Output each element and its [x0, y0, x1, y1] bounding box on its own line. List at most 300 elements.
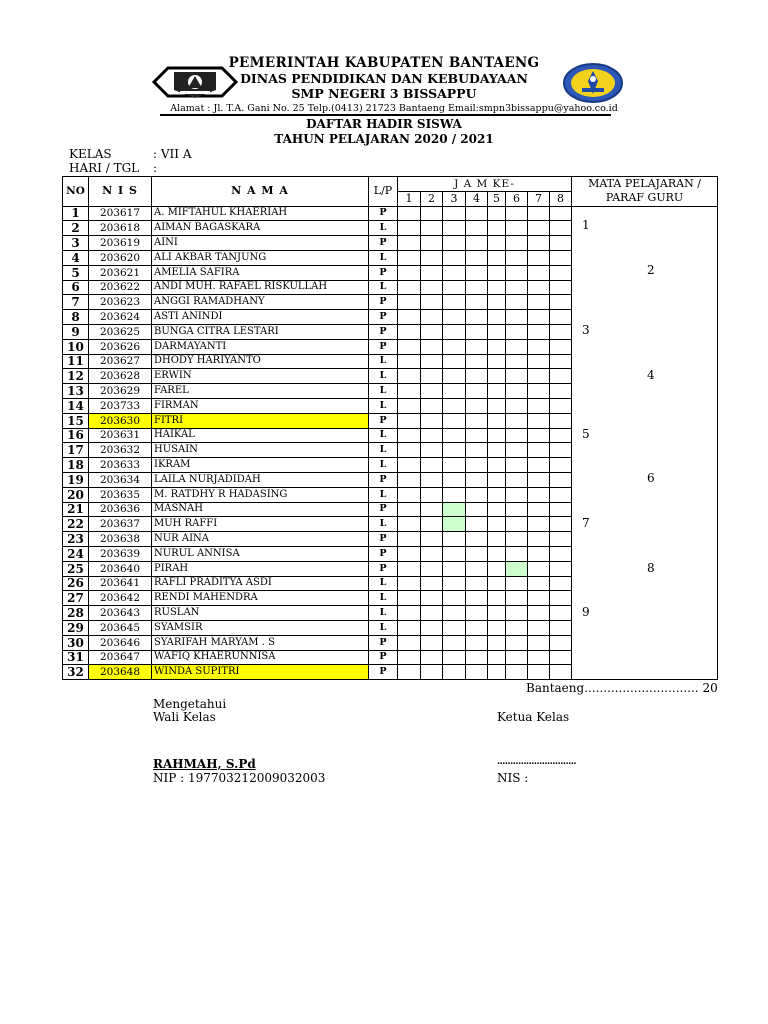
- attendance-cell-jam-5: [488, 443, 506, 458]
- student-name: FAREL: [152, 384, 369, 399]
- attendance-cell-jam-3: [443, 546, 466, 561]
- attendance-cell-jam-4: [466, 532, 488, 547]
- ketua-kelas-label: Ketua Kelas: [497, 710, 570, 724]
- student-sex: P: [369, 324, 398, 339]
- mapel-number-3: 3: [582, 323, 590, 337]
- attendance-cell-jam-7: [528, 310, 550, 325]
- attendance-cell-jam-1: [398, 606, 421, 621]
- attendance-cell-jam-7: [528, 354, 550, 369]
- attendance-cell-jam-3: [443, 591, 466, 606]
- student-sex: P: [369, 206, 398, 221]
- attendance-cell-jam-4: [466, 354, 488, 369]
- row-number: 7: [63, 295, 89, 310]
- row-number: 30: [63, 635, 89, 650]
- attendance-cell-jam-4: [466, 221, 488, 236]
- mapel-paraf-area: [572, 206, 718, 680]
- attendance-cell-jam-3: [443, 413, 466, 428]
- student-sex: P: [369, 295, 398, 310]
- attendance-cell-jam-6: [506, 472, 528, 487]
- attendance-cell-jam-1: [398, 487, 421, 502]
- row-number: 17: [63, 443, 89, 458]
- attendance-cell-jam-7: [528, 413, 550, 428]
- student-name: IKRAM: [152, 458, 369, 473]
- student-sex: P: [369, 635, 398, 650]
- student-sex: L: [369, 591, 398, 606]
- student-nis: 203637: [89, 517, 152, 532]
- attendance-cell-jam-3: [443, 250, 466, 265]
- row-number: 27: [63, 591, 89, 606]
- attendance-cell-jam-3: [443, 576, 466, 591]
- attendance-cell-jam-2: [421, 369, 443, 384]
- attendance-cell-jam-8: [550, 354, 572, 369]
- letterhead-government: PEMERINTAH KABUPATEN BANTAENG: [228, 55, 540, 71]
- attendance-cell-jam-6: [506, 502, 528, 517]
- student-nis: 203618: [89, 221, 152, 236]
- attendance-cell-jam-8: [550, 502, 572, 517]
- student-name: DHODY HARIYANTO: [152, 354, 369, 369]
- attendance-cell-jam-1: [398, 472, 421, 487]
- attendance-cell-jam-3: [443, 502, 466, 517]
- attendance-cell-jam-3: [443, 265, 466, 280]
- attendance-cell-jam-2: [421, 413, 443, 428]
- student-nis: 203629: [89, 384, 152, 399]
- attendance-cell-jam-2: [421, 310, 443, 325]
- attendance-cell-jam-7: [528, 398, 550, 413]
- attendance-cell-jam-3: [443, 561, 466, 576]
- header-nama: N A M A: [152, 177, 369, 207]
- attendance-cell-jam-2: [421, 398, 443, 413]
- mapel-number-2: 2: [647, 263, 655, 277]
- attendance-cell-jam-5: [488, 398, 506, 413]
- attendance-cell-jam-4: [466, 576, 488, 591]
- attendance-cell-jam-8: [550, 443, 572, 458]
- school-year: TAHUN PELAJARAN 2020 / 2021: [274, 132, 494, 146]
- student-nis: 203636: [89, 502, 152, 517]
- attendance-cell-jam-7: [528, 206, 550, 221]
- attendance-cell-jam-8: [550, 250, 572, 265]
- attendance-cell-jam-2: [421, 487, 443, 502]
- attendance-cell-jam-2: [421, 532, 443, 547]
- row-number: 16: [63, 428, 89, 443]
- attendance-cell-jam-8: [550, 472, 572, 487]
- attendance-cell-jam-7: [528, 265, 550, 280]
- row-number: 21: [63, 502, 89, 517]
- row-number: 18: [63, 458, 89, 473]
- student-sex: P: [369, 561, 398, 576]
- student-name: DARMAYANTI: [152, 339, 369, 354]
- attendance-cell-jam-3: [443, 635, 466, 650]
- attendance-cell-jam-7: [528, 606, 550, 621]
- student-sex: L: [369, 517, 398, 532]
- row-number: 4: [63, 250, 89, 265]
- attendance-cell-jam-2: [421, 443, 443, 458]
- row-number: 31: [63, 650, 89, 665]
- attendance-cell-jam-8: [550, 665, 572, 680]
- attendance-cell-jam-6: [506, 413, 528, 428]
- student-name: SYARIFAH MARYAM . S: [152, 635, 369, 650]
- attendance-cell-jam-2: [421, 576, 443, 591]
- student-name: WAFIQ KHAERUNNISA: [152, 650, 369, 665]
- attendance-cell-jam-6: [506, 517, 528, 532]
- attendance-cell-jam-4: [466, 413, 488, 428]
- attendance-cell-jam-8: [550, 561, 572, 576]
- attendance-cell-jam-7: [528, 620, 550, 635]
- student-sex: P: [369, 265, 398, 280]
- student-nis: 203627: [89, 354, 152, 369]
- student-sex: P: [369, 532, 398, 547]
- attendance-cell-jam-7: [528, 280, 550, 295]
- header-mapel-line1: MATA PELAJARAN /: [588, 177, 701, 191]
- attendance-cell-jam-8: [550, 280, 572, 295]
- row-number: 11: [63, 354, 89, 369]
- attendance-cell-jam-8: [550, 487, 572, 502]
- attendance-cell-jam-6: [506, 236, 528, 251]
- wali-kelas-label: Wali Kelas: [153, 710, 216, 724]
- attendance-cell-jam-2: [421, 280, 443, 295]
- attendance-cell-jam-4: [466, 398, 488, 413]
- attendance-cell-jam-5: [488, 250, 506, 265]
- student-name: M. RATDHY R HADASING: [152, 487, 369, 502]
- attendance-cell-jam-5: [488, 502, 506, 517]
- attendance-cell-jam-6: [506, 280, 528, 295]
- attendance-cell-jam-3: [443, 472, 466, 487]
- attendance-cell-jam-2: [421, 546, 443, 561]
- student-name: NURUL ANNISA: [152, 546, 369, 561]
- attendance-cell-jam-1: [398, 532, 421, 547]
- attendance-cell-jam-6: [506, 576, 528, 591]
- student-nis: 203624: [89, 310, 152, 325]
- attendance-cell-jam-8: [550, 650, 572, 665]
- attendance-cell-jam-6: [506, 458, 528, 473]
- student-nis: 203639: [89, 546, 152, 561]
- student-name: ANDI MUH. RAFAEL RISKULLAH: [152, 280, 369, 295]
- student-nis: 203619: [89, 236, 152, 251]
- student-sex: L: [369, 384, 398, 399]
- student-nis: 203630: [89, 413, 152, 428]
- attendance-cell-jam-2: [421, 354, 443, 369]
- attendance-cell-jam-3: [443, 443, 466, 458]
- attendance-cell-jam-7: [528, 295, 550, 310]
- student-name: BUNGA CITRA LESTARI: [152, 324, 369, 339]
- attendance-cell-jam-8: [550, 369, 572, 384]
- student-name: RENDI MAHENDRA: [152, 591, 369, 606]
- attendance-cell-jam-2: [421, 221, 443, 236]
- student-nis: 203640: [89, 561, 152, 576]
- attendance-cell-jam-7: [528, 561, 550, 576]
- attendance-cell-jam-1: [398, 236, 421, 251]
- header-mapel: [572, 177, 718, 207]
- attendance-cell-jam-1: [398, 324, 421, 339]
- attendance-cell-jam-3: [443, 280, 466, 295]
- row-number: 8: [63, 310, 89, 325]
- attendance-cell-jam-3: [443, 369, 466, 384]
- attendance-cell-jam-8: [550, 310, 572, 325]
- attendance-cell-jam-6: [506, 398, 528, 413]
- student-sex: P: [369, 472, 398, 487]
- attendance-cell-jam-4: [466, 206, 488, 221]
- attendance-cell-jam-2: [421, 650, 443, 665]
- attendance-cell-jam-2: [421, 324, 443, 339]
- jam-number-3: 3: [443, 191, 466, 206]
- student-name: MASNAH: [152, 502, 369, 517]
- attendance-cell-jam-4: [466, 265, 488, 280]
- student-name: ERWIN: [152, 369, 369, 384]
- mapel-number-7: 7: [582, 516, 590, 530]
- row-number: 14: [63, 398, 89, 413]
- student-name: AIMAN BAGASKARA: [152, 221, 369, 236]
- attendance-cell-jam-2: [421, 206, 443, 221]
- attendance-cell-jam-1: [398, 458, 421, 473]
- attendance-cell-jam-5: [488, 517, 506, 532]
- row-number: 2: [63, 221, 89, 236]
- attendance-cell-jam-5: [488, 295, 506, 310]
- attendance-cell-jam-6: [506, 635, 528, 650]
- attendance-cell-jam-1: [398, 517, 421, 532]
- header-lp: L/P: [369, 177, 398, 207]
- attendance-cell-jam-5: [488, 591, 506, 606]
- attendance-cell-jam-1: [398, 295, 421, 310]
- attendance-cell-jam-4: [466, 620, 488, 635]
- attendance-cell-jam-4: [466, 384, 488, 399]
- attendance-cell-jam-1: [398, 250, 421, 265]
- student-sex: L: [369, 428, 398, 443]
- attendance-cell-jam-3: [443, 206, 466, 221]
- student-sex: P: [369, 546, 398, 561]
- attendance-table: [62, 176, 718, 680]
- student-nis: 203641: [89, 576, 152, 591]
- attendance-cell-jam-1: [398, 413, 421, 428]
- attendance-cell-jam-5: [488, 324, 506, 339]
- wali-kelas-nip: NIP : 197703212009032003: [153, 771, 326, 785]
- attendance-cell-jam-5: [488, 458, 506, 473]
- student-nis: 203643: [89, 606, 152, 621]
- student-sex: P: [369, 413, 398, 428]
- attendance-cell-jam-7: [528, 665, 550, 680]
- student-nis: 203622: [89, 280, 152, 295]
- attendance-cell-jam-7: [528, 502, 550, 517]
- attendance-cell-jam-7: [528, 369, 550, 384]
- attendance-cell-jam-7: [528, 650, 550, 665]
- attendance-cell-jam-7: [528, 221, 550, 236]
- mapel-number-9: 9: [582, 605, 590, 619]
- student-name: ASTI ANINDI: [152, 310, 369, 325]
- student-sex: L: [369, 487, 398, 502]
- student-nis: 203621: [89, 265, 152, 280]
- jam-number-7: 7: [528, 191, 550, 206]
- attendance-cell-jam-4: [466, 428, 488, 443]
- attendance-cell-jam-6: [506, 324, 528, 339]
- attendance-cell-jam-3: [443, 384, 466, 399]
- attendance-cell-jam-1: [398, 206, 421, 221]
- attendance-cell-jam-3: [443, 487, 466, 502]
- attendance-cell-jam-8: [550, 221, 572, 236]
- attendance-cell-jam-7: [528, 428, 550, 443]
- row-number: 29: [63, 620, 89, 635]
- wali-kelas-name: RAHMAH, S.Pd: [153, 757, 256, 771]
- attendance-cell-jam-6: [506, 532, 528, 547]
- student-name: AMELIA SAFIRA: [152, 265, 369, 280]
- attendance-cell-jam-4: [466, 472, 488, 487]
- student-nis: 203628: [89, 369, 152, 384]
- attendance-cell-jam-6: [506, 250, 528, 265]
- attendance-cell-jam-1: [398, 369, 421, 384]
- row-number: 24: [63, 546, 89, 561]
- attendance-cell-jam-4: [466, 591, 488, 606]
- attendance-cell-jam-4: [466, 546, 488, 561]
- attendance-cell-jam-7: [528, 443, 550, 458]
- student-sex: L: [369, 221, 398, 236]
- mapel-number-8: 8: [647, 561, 655, 575]
- student-name: NUR AINA: [152, 532, 369, 547]
- attendance-cell-jam-6: [506, 384, 528, 399]
- attendance-cell-jam-8: [550, 517, 572, 532]
- student-sex: L: [369, 458, 398, 473]
- attendance-cell-jam-1: [398, 561, 421, 576]
- attendance-cell-jam-6: [506, 428, 528, 443]
- jam-number-1: 1: [398, 191, 421, 206]
- attendance-cell-jam-8: [550, 265, 572, 280]
- row-number: 12: [63, 369, 89, 384]
- table-header-row: [63, 177, 718, 192]
- attendance-cell-jam-8: [550, 206, 572, 221]
- attendance-cell-jam-6: [506, 310, 528, 325]
- attendance-cell-jam-4: [466, 295, 488, 310]
- student-nis: 203638: [89, 532, 152, 547]
- student-sex: L: [369, 280, 398, 295]
- attendance-cell-jam-2: [421, 384, 443, 399]
- student-nis: 203646: [89, 635, 152, 650]
- table-row: [63, 206, 718, 221]
- attendance-cell-jam-4: [466, 517, 488, 532]
- kelas-value: : VII A: [153, 147, 192, 161]
- attendance-cell-jam-6: [506, 620, 528, 635]
- attendance-cell-jam-3: [443, 324, 466, 339]
- attendance-cell-jam-5: [488, 487, 506, 502]
- attendance-cell-jam-7: [528, 517, 550, 532]
- student-sex: P: [369, 665, 398, 680]
- row-number: 6: [63, 280, 89, 295]
- attendance-cell-jam-3: [443, 236, 466, 251]
- attendance-cell-jam-6: [506, 443, 528, 458]
- attendance-cell-jam-3: [443, 650, 466, 665]
- attendance-cell-jam-7: [528, 591, 550, 606]
- header-no: NO: [63, 177, 89, 207]
- student-sex: P: [369, 310, 398, 325]
- attendance-cell-jam-4: [466, 606, 488, 621]
- attendance-cell-jam-6: [506, 265, 528, 280]
- attendance-cell-jam-8: [550, 236, 572, 251]
- attendance-cell-jam-2: [421, 236, 443, 251]
- attendance-cell-jam-1: [398, 635, 421, 650]
- student-nis: 203625: [89, 324, 152, 339]
- student-name: FIRMAN: [152, 398, 369, 413]
- student-nis: 203632: [89, 443, 152, 458]
- header-nis: N I S: [89, 177, 152, 207]
- attendance-cell-jam-8: [550, 576, 572, 591]
- attendance-cell-jam-5: [488, 206, 506, 221]
- ketua-kelas-name: ..............................: [497, 757, 576, 767]
- student-sex: P: [369, 650, 398, 665]
- attendance-cell-jam-8: [550, 591, 572, 606]
- attendance-cell-jam-1: [398, 546, 421, 561]
- attendance-cell-jam-7: [528, 546, 550, 561]
- jam-number-5: 5: [488, 191, 506, 206]
- student-name: RUSLAN: [152, 606, 369, 621]
- attendance-cell-jam-1: [398, 576, 421, 591]
- header-mapel-line2: PARAF GURU: [605, 191, 684, 205]
- mapel-number-6: 6: [647, 471, 655, 485]
- attendance-cell-jam-5: [488, 310, 506, 325]
- attendance-cell-jam-1: [398, 265, 421, 280]
- attendance-cell-jam-1: [398, 354, 421, 369]
- row-number: 5: [63, 265, 89, 280]
- student-nis: 203620: [89, 250, 152, 265]
- attendance-cell-jam-5: [488, 650, 506, 665]
- attendance-cell-jam-7: [528, 487, 550, 502]
- student-name: A. MIFTAHUL KHAERIAH: [152, 206, 369, 221]
- attendance-cell-jam-2: [421, 606, 443, 621]
- attendance-cell-jam-8: [550, 428, 572, 443]
- student-nis: 203631: [89, 428, 152, 443]
- jam-number-6: 6: [506, 191, 528, 206]
- attendance-cell-jam-5: [488, 546, 506, 561]
- attendance-cell-jam-3: [443, 517, 466, 532]
- attendance-cell-jam-1: [398, 280, 421, 295]
- student-name: ANGGI RAMADHANY: [152, 295, 369, 310]
- letterhead-address: Alamat : Jl. T.A. Gani No. 25 Telp.(0413) 21723 Bantaeng Email:smpn3bissappu@yahoo.co.id: [170, 103, 618, 114]
- attendance-cell-jam-2: [421, 620, 443, 635]
- attendance-cell-jam-5: [488, 354, 506, 369]
- attendance-cell-jam-2: [421, 591, 443, 606]
- hari-tgl-label: HARI / TGL: [69, 161, 140, 175]
- attendance-cell-jam-4: [466, 324, 488, 339]
- attendance-cell-jam-5: [488, 561, 506, 576]
- attendance-cell-jam-3: [443, 310, 466, 325]
- student-name: ALI AKBAR TANJUNG: [152, 250, 369, 265]
- row-number: 20: [63, 487, 89, 502]
- attendance-cell-jam-2: [421, 561, 443, 576]
- attendance-cell-jam-4: [466, 250, 488, 265]
- attendance-cell-jam-8: [550, 324, 572, 339]
- student-name: LAILA NURJADIDAH: [152, 472, 369, 487]
- student-name: HUSAIN: [152, 443, 369, 458]
- attendance-cell-jam-3: [443, 221, 466, 236]
- attendance-cell-jam-6: [506, 339, 528, 354]
- student-name: SYAMSIR: [152, 620, 369, 635]
- header-jam: J A M KE-: [398, 177, 572, 192]
- attendance-cell-jam-1: [398, 502, 421, 517]
- student-name: RAFLI PRADITYA ASDI: [152, 576, 369, 591]
- ketua-kelas-nis: NIS :: [497, 771, 529, 785]
- attendance-cell-jam-2: [421, 339, 443, 354]
- attendance-cell-jam-6: [506, 665, 528, 680]
- attendance-cell-jam-8: [550, 339, 572, 354]
- attendance-cell-jam-7: [528, 384, 550, 399]
- jam-number-8: 8: [550, 191, 572, 206]
- attendance-cell-jam-2: [421, 635, 443, 650]
- row-number: 23: [63, 532, 89, 547]
- student-nis: 203626: [89, 339, 152, 354]
- attendance-cell-jam-7: [528, 532, 550, 547]
- row-number: 32: [63, 665, 89, 680]
- attendance-cell-jam-4: [466, 369, 488, 384]
- attendance-cell-jam-7: [528, 472, 550, 487]
- student-sex: L: [369, 606, 398, 621]
- attendance-cell-jam-2: [421, 458, 443, 473]
- attendance-cell-jam-2: [421, 295, 443, 310]
- attendance-cell-jam-1: [398, 620, 421, 635]
- student-nis: 203634: [89, 472, 152, 487]
